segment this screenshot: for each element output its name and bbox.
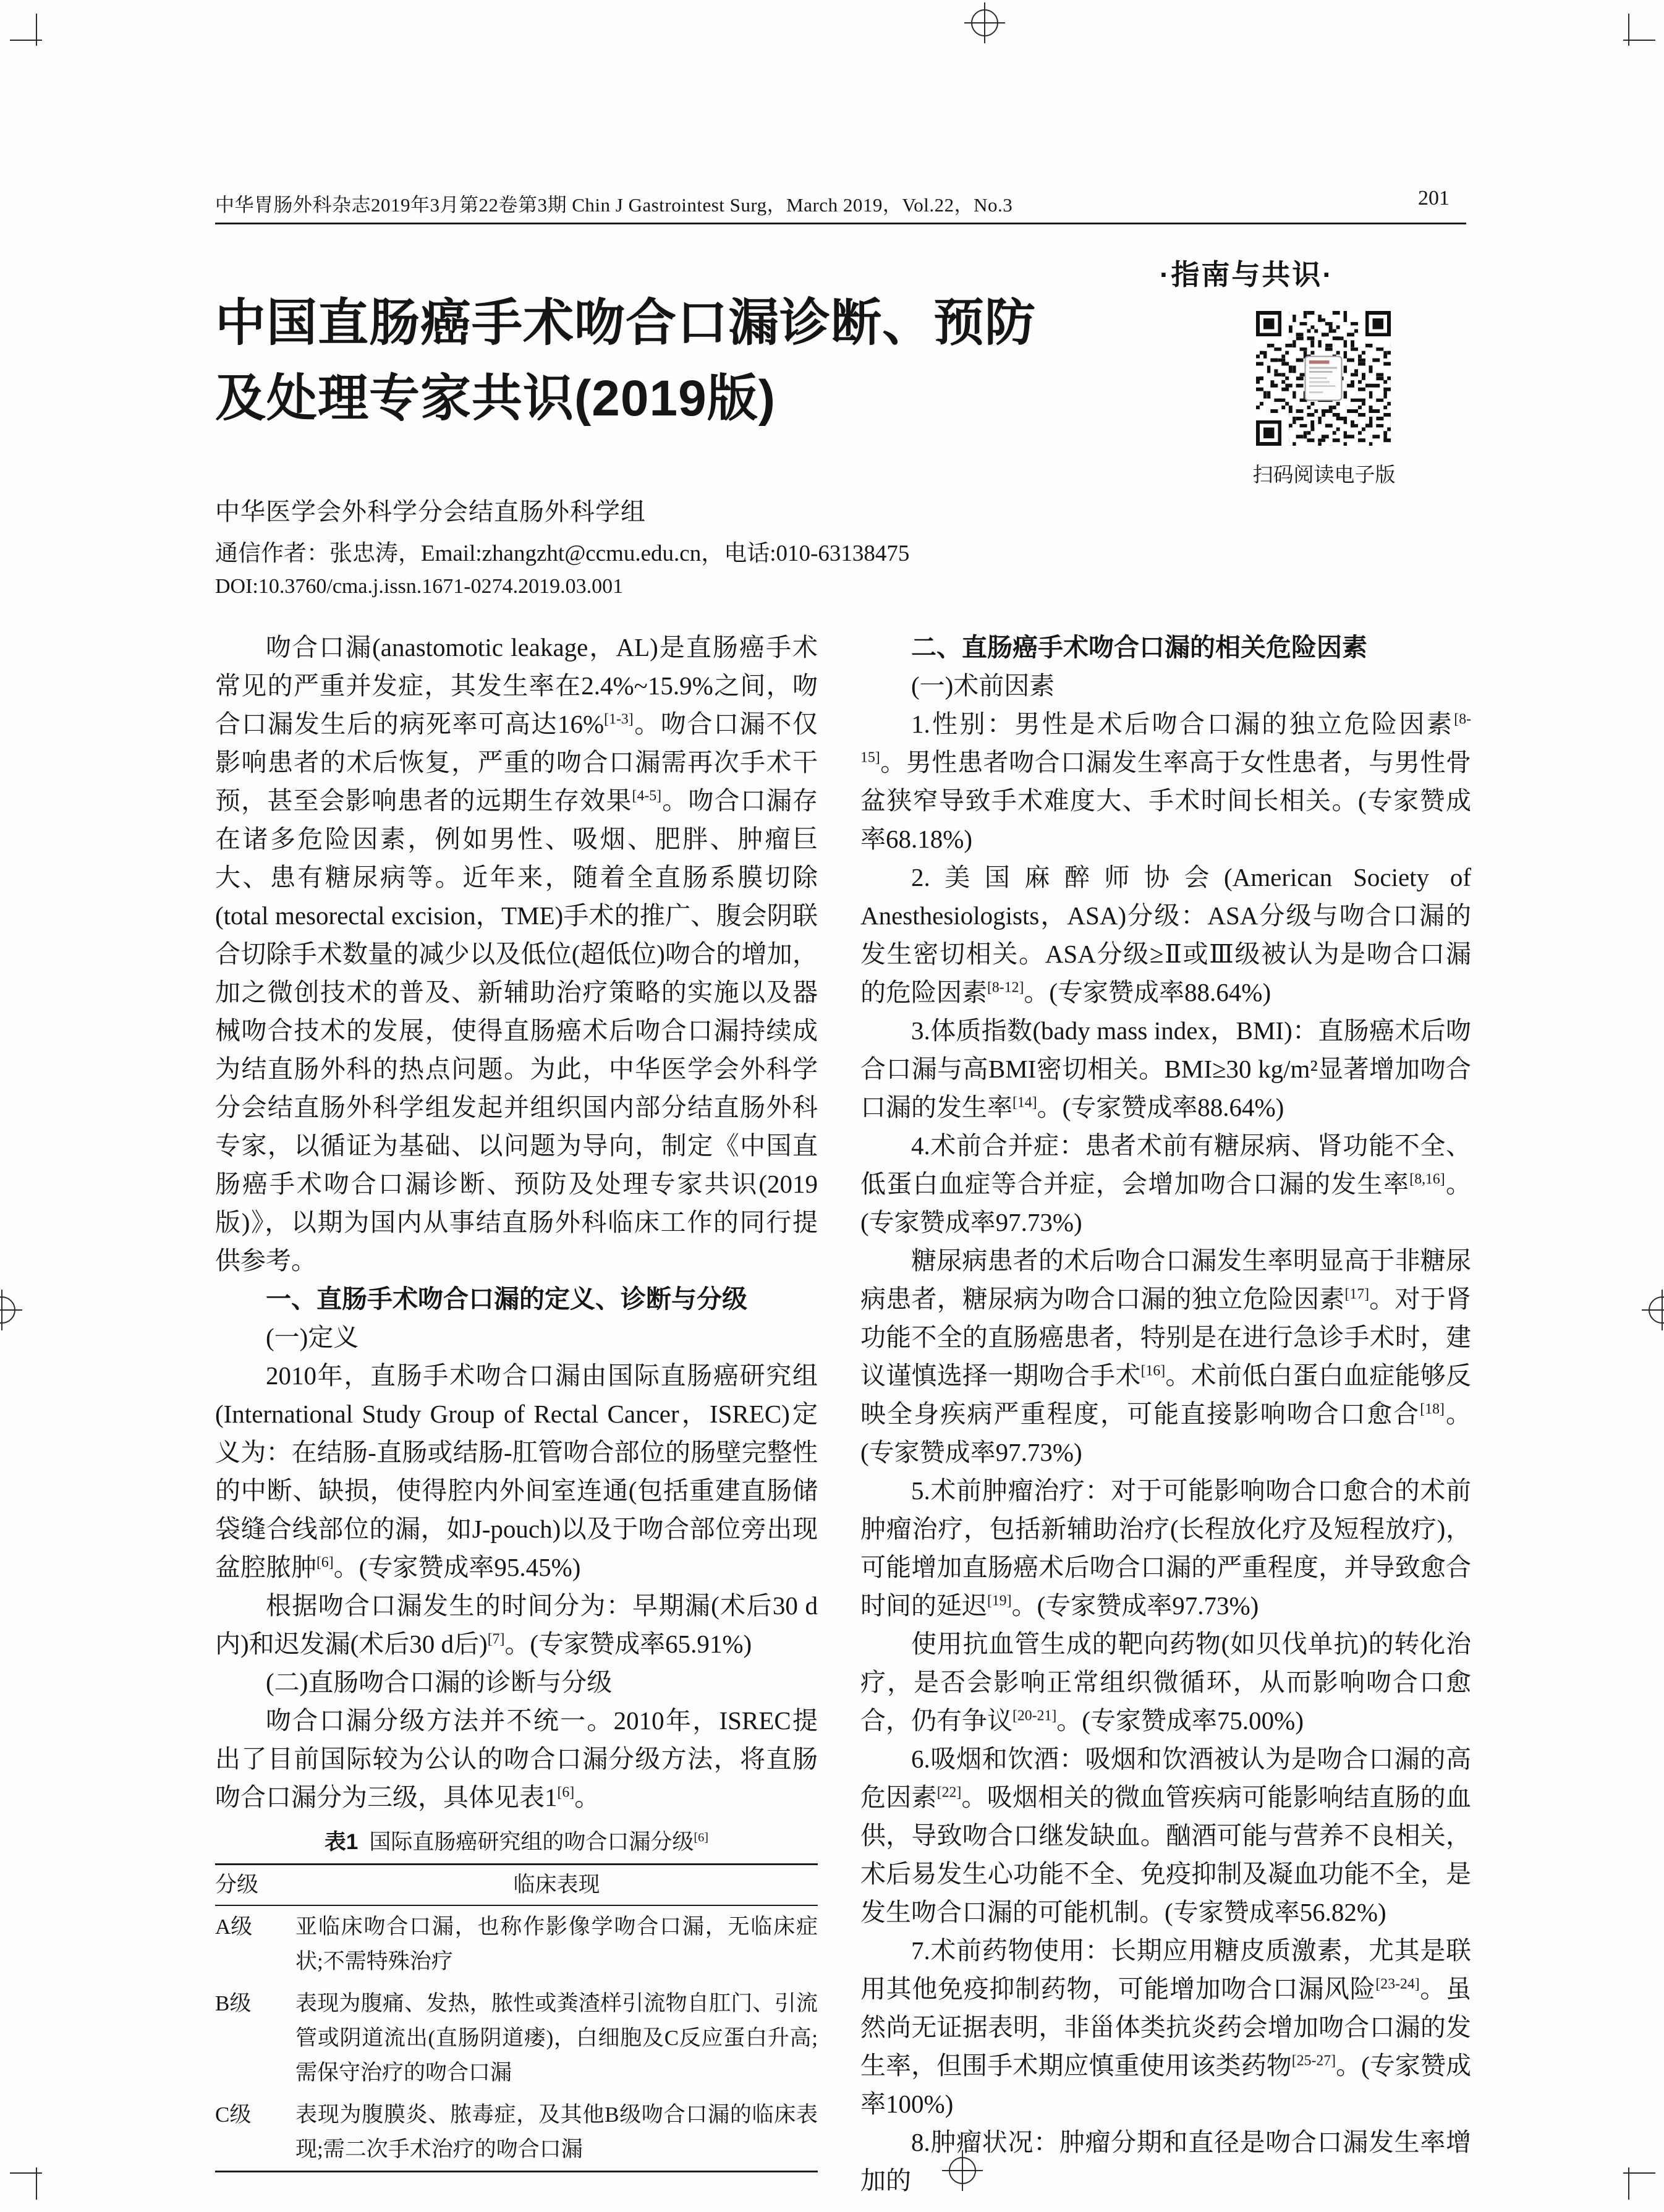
paragraph-tumor-status: 8.肿瘤状况：肿瘤分期和直径是吻合口漏发生率增加的 xyxy=(860,2128,1471,2195)
paragraph-grading: 吻合口漏分级方法并不统一。2010年，ISREC提出了目前国际较为公认的吻合口漏分级方法，将直肠吻合口漏分为三级，具体见表1[6]。 xyxy=(215,1706,818,1811)
paragraph-definition: 2010年，直肠手术吻合口漏由国际直肠癌研究组(International Study Group of Rectal Cancer，ISREC)定义为：在结肠-直肠或结肠-肛管吻合部位的肠壁完整性的中断、缺损，使得腔内外间室连通(包括重建直肠储袋缝合线部位的漏，如J-pouch)以及于吻合部位旁出现盆腔脓肿[6]。(专家赞成率95.45%) xyxy=(215,1361,818,1581)
heading-preop-factors: (一)术前因素 xyxy=(911,671,1055,700)
crop-mark xyxy=(1623,40,1655,41)
qr-code-image xyxy=(1256,311,1391,446)
heading-section-2: 二、直肠癌手术吻合口漏的相关危险因素 xyxy=(911,633,1367,661)
author-affiliation: 中华医学会外科学分会结直肠外科学组 xyxy=(215,498,646,525)
grade-b-desc: 表现为腹痛、发热，脓性或粪渣样引流物自肛门、引流管或阴道流出(直肠阴道瘘)，白细胞及C反应蛋白升高;需保守治疗的吻合口漏 xyxy=(295,1991,818,2085)
heading-definition: (一)定义 xyxy=(266,1323,359,1351)
page-number: 201 xyxy=(1418,187,1450,210)
table-row xyxy=(215,1905,818,1983)
heading-section-1: 一、直肠手术吻合口漏的定义、诊断与分级 xyxy=(266,1285,747,1313)
table-caption-label: 表1 xyxy=(324,1830,359,1854)
left-column xyxy=(215,628,818,2172)
qr-center-logo xyxy=(1305,357,1342,401)
header-rule xyxy=(215,223,1466,224)
paragraph-bmi: 3.体质指数(bady mass index，BMI)：直肠癌术后吻合口漏与高BMI密切相关。BMI≥30 kg/m²显著增加吻合口漏的发生率[14]。(专家赞成率88.64%) xyxy=(860,1016,1471,1121)
crop-mark xyxy=(10,2172,42,2174)
registration-mark-right xyxy=(1642,1290,1664,1330)
paragraph-medication: 7.术前药物使用：长期应用糖皮质激素，尤其是联用其他免疫抑制药物，可能增加吻合口漏风险[23-24]。虽然尚无证据表明，非甾体类抗炎药会增加吻合口漏的发生率，但围手术期应慎重使用该类药物[25-27]。(专家赞成率100%) xyxy=(860,1936,1472,2118)
column-header-presentation: 临床表现 xyxy=(295,1865,818,1906)
table-1 xyxy=(215,1827,818,2172)
registration-mark-left xyxy=(0,1290,22,1330)
grading-table xyxy=(215,1863,818,2172)
crop-mark xyxy=(1628,14,1629,46)
table-row xyxy=(215,1983,818,2094)
grade-b-label: B级 xyxy=(215,1991,252,2015)
heading-diagnosis: (二)直肠吻合口漏的诊断与分级 xyxy=(266,1668,613,1696)
grade-c-label: C级 xyxy=(215,2103,252,2127)
right-column xyxy=(860,628,1471,2200)
article-title xyxy=(215,286,1229,436)
table-row xyxy=(215,2094,818,2172)
registration-mark-top-center xyxy=(964,2,1005,43)
qr-caption: 扫码阅读电子版 xyxy=(1252,464,1396,487)
paragraph-antiangiogenic: 使用抗血管生成的靶向药物(如贝伐单抗)的转化治疗，是否会影响正常组织微循环，从而影响吻合口愈合，仍有争议[20-21]。(专家赞成率75.00%) xyxy=(860,1630,1471,1735)
paragraph-asa: 2.美国麻醉师协会(American Society of Anesthesiologists，ASA)分级：ASA分级与吻合口漏的发生密切相关。ASA分级≥Ⅱ或Ⅲ级被认为是吻合口漏的危险因素[8-12]。(专家赞成率88.64%) xyxy=(860,863,1471,1006)
article-title-line2: 及处理专家共识(2019版) xyxy=(215,370,776,427)
article-title-line1: 中国直肠癌手术吻合口漏诊断、预防 xyxy=(215,295,1037,351)
grade-c-desc: 表现为腹膜炎、脓毒症，及其他B级吻合口漏的临床表现;需二次手术治疗的吻合口漏 xyxy=(295,2103,818,2161)
column-header-grade: 分级 xyxy=(215,1865,295,1906)
paragraph-gender: 1.性别：男性是术后吻合口漏的独立危险因素[8-15]。男性患者吻合口漏发生率高于女性患者，与男性骨盆狭窄导致手术难度大、手术时间长相关。(专家赞成率68.18%) xyxy=(860,710,1471,853)
paragraph-preop-therapy: 5.术前肿瘤治疗：对于可能影响吻合口愈合的术前肿瘤治疗，包括新辅助治疗(长程放化疗及短程放疗)，可能增加直肠癌术后吻合口漏的严重程度，并导致愈合时间的延迟[19]。(专家赞成率97.73%) xyxy=(860,1476,1471,1620)
crop-mark xyxy=(36,14,37,46)
paragraph-comorbidity: 4.术前合并症：患者术前有糖尿病、肾功能不全、低蛋白血症等合并症，会增加吻合口漏的发生率[8,16]。(专家赞成率97.73%) xyxy=(860,1131,1472,1236)
table-caption-title: 国际直肠癌研究组的吻合口漏分级[6] xyxy=(369,1830,709,1854)
crop-mark xyxy=(1623,2172,1655,2174)
correspondence-line: 通信作者：张忠涛，Email:zhangzht@ccmu.edu.cn，电话:010-63138475 xyxy=(215,541,910,566)
paragraph-diabetes: 糖尿病患者的术后吻合口漏发生率明显高于非糖尿病患者，糖尿病为吻合口漏的独立危险因素[17]。对于肾功能不全的直肠癌患者，特别是在进行急诊手术时，建议谨慎选择一期吻合手术[16]。术前低白蛋白血症能够反映全身疾病严重程度，可能直接影响吻合口愈合[18]。(专家赞成率97.73%) xyxy=(860,1246,1471,1466)
doi-line: DOI:10.3760/cma.j.issn.1671-0274.2019.03.001 xyxy=(215,575,624,598)
crop-mark xyxy=(10,40,42,41)
paragraph-timing: 根据吻合口漏发生的时间分为：早期漏(术后30 d内)和迟发漏(术后30 d后)[7]。(专家赞成率65.91%) xyxy=(215,1591,818,1658)
table-caption xyxy=(215,1827,818,1857)
qr-code xyxy=(1256,311,1391,446)
section-tag: ·指南与共识· xyxy=(1160,258,1334,291)
journal-header-line: 中华胃肠外科杂志2019年3月第22卷第3期 Chin J Gastrointest Surg，March 2019，Vol.22，No.3 xyxy=(215,194,1013,216)
grade-a-label: A级 xyxy=(215,1915,253,1939)
grade-a-desc: 亚临床吻合口漏，也称作影像学吻合口漏，无临床症状;不需特殊治疗 xyxy=(295,1915,818,1973)
table-header-row xyxy=(215,1865,818,1906)
paragraph-intro: 吻合口漏(anastomotic leakage，AL)是直肠癌手术常见的严重并发症，其发生率在2.4%~15.9%之间，吻合口漏发生后的病死率可高达16%[1-3]。吻合口漏不仅影响患者的术后恢复，严重的吻合口漏需再次手术干预，甚至会影响患者的远期生存效果[4-5]。吻合口漏存在诸多危险因素，例如男性、吸烟、肥胖、肿瘤巨大、患有糖尿病等。近年来，随着全直肠系膜切除(total mesorectal excision，TME)手术的推广、腹会阴联合切除手术数量的减少以及低位(超低位)吻合的增加，加之微创技术的普及、新辅助治疗策略的实施以及器械吻合技术的发展，使得直肠癌术后吻合口漏持续成为结直肠外科的热点问题。为此，中华医学会外科学分会结直肠外科学组发起并组织国内部分结直肠外科专家，以循证为基础、以问题为导向，制定《中国直肠癌手术吻合口漏诊断、预防及处理专家共识(2019版)》，以期为国内从事结直肠外科临床工作的同行提供参考。 xyxy=(215,633,818,1275)
paragraph-smoking: 6.吸烟和饮酒：吸烟和饮酒被认为是吻合口漏的高危因素[22]。吸烟相关的微血管疾病可能影响结直肠的血供，导致吻合口继发缺血。酗酒可能与营养不良相关，术后易发生心功能不全、免疫抑制及凝血功能不全，是发生吻合口漏的可能机制。(专家赞成率56.82%) xyxy=(860,1745,1471,1926)
